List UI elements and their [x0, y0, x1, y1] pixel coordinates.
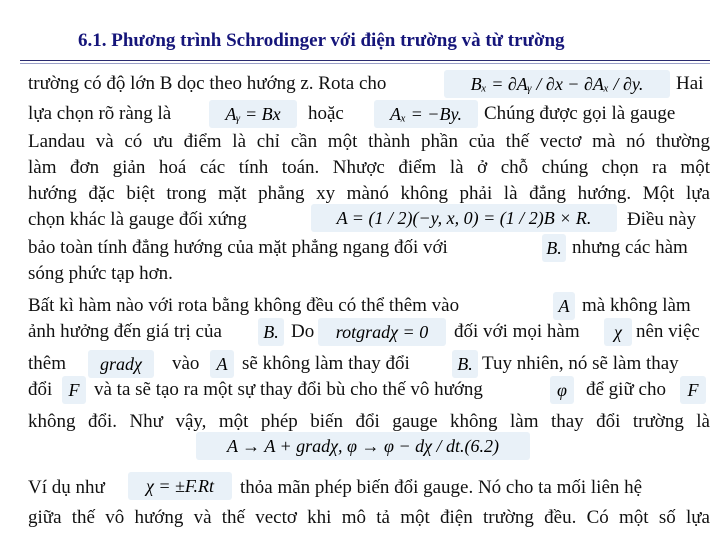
- text-l10b: Do: [291, 321, 315, 342]
- text-l10a: ảnh hưởng đến giá trị của: [28, 321, 222, 342]
- equation-ax-by: Aₓ = −By.: [374, 100, 478, 128]
- equation-a-vector-2: A: [210, 350, 234, 378]
- text-l15b: thỏa mãn phép biến đổi gauge. Nó cho ta mối liên hệ: [240, 477, 643, 498]
- text-l3: Landau và có ưu điểm là chỉ cần một thành phần của thế vectơ mà nó thường: [28, 131, 710, 152]
- text-l16: giữa thế vô hướng và thế vectơ khi mô tả một điện trường đều. Có một số lựa: [28, 507, 710, 528]
- text-l1a: trường có độ lớn B dọc theo hướng z. Rota cho: [28, 73, 387, 94]
- text-l12c: để giữ cho: [586, 379, 666, 400]
- text-l6b: Điều này: [627, 209, 697, 230]
- equation-f-vector-1: F: [62, 376, 86, 404]
- title-underline-shadow: [20, 63, 710, 64]
- text-l13: không đổi. Như vậy, một phép biến đổi gauge không làm thay đổi trường là: [28, 411, 710, 432]
- equation-grad-chi: gradχ: [88, 350, 154, 378]
- text-l2c: Chúng được gọi là gauge: [484, 103, 676, 124]
- text-l11c: sẽ không làm thay đổi: [242, 353, 410, 374]
- text-l12a: đổi: [28, 379, 53, 400]
- equation-gauge-transform-6-2: A → A + gradχ, φ → φ − dχ / dt.(6.2): [196, 432, 530, 460]
- equation-symmetric-gauge: A = (1 / 2)(−y, x, 0) = (1 / 2)B × R.: [311, 204, 617, 232]
- text-l10d: nên việc: [636, 321, 700, 342]
- equation-b-vector-1: B.: [542, 234, 566, 262]
- equation-b-vector-2: B.: [258, 318, 284, 346]
- equation-ay-bx: Aᵧ = Bx: [209, 100, 297, 128]
- text-l7b: nhưng các hàm: [572, 237, 688, 258]
- equation-chi-fr: χ = ±F.Rt: [128, 472, 232, 500]
- text-l2a: lựa chọn rõ ràng là: [28, 103, 172, 124]
- title-underline: [20, 60, 710, 61]
- equation-a-vector-1: A: [553, 292, 575, 320]
- text-l11d: Tuy nhiên, nó sẽ làm thay: [482, 353, 679, 374]
- text-l9a: Bất kì hàm nào với rota bằng không đều có thể thêm vào: [28, 295, 460, 316]
- text-l9b: mà không làm: [582, 295, 691, 316]
- equation-bz-curl: Bₓ = ∂Aᵧ / ∂x − ∂Aₓ / ∂y.: [444, 70, 670, 98]
- equation-chi-1: χ: [604, 318, 632, 346]
- equation-rotgrad: rotgradχ = 0: [318, 318, 446, 346]
- text-l12b: và ta sẽ tạo ra một sự thay đổi bù cho thế vô hướng: [94, 379, 483, 400]
- text-l15a: Ví dụ như: [28, 477, 105, 498]
- text-l11b: vào: [172, 353, 200, 374]
- equation-b-vector-3: B.: [452, 350, 478, 378]
- text-l11a: thêm: [28, 353, 66, 374]
- text-l7a: bảo toàn tính đẳng hướng của mặt phẳng ngang đối với: [28, 237, 448, 258]
- text-l4: làm đơn giản hoá các tính toán. Nhược điểm là ở chỗ chúng chọn ra một: [28, 157, 710, 178]
- equation-f-vector-2: F: [680, 376, 706, 404]
- text-l6a: chọn khác là gauge đối xứng: [28, 209, 247, 230]
- text-l2b: hoặc: [308, 103, 344, 124]
- slide-title: 6.1. Phương trình Schrodinger với điện trường và từ trường: [78, 30, 565, 51]
- text-l1b: Hai: [676, 73, 704, 94]
- text-l5: hướng đặc biệt trong mặt phẳng xy mànó không phải là đẳng hướng. Một lựa: [28, 183, 710, 204]
- text-l8: sóng phức tạp hơn.: [28, 263, 173, 284]
- text-l10c: đối với mọi hàm: [454, 321, 580, 342]
- equation-phi: φ: [550, 376, 574, 404]
